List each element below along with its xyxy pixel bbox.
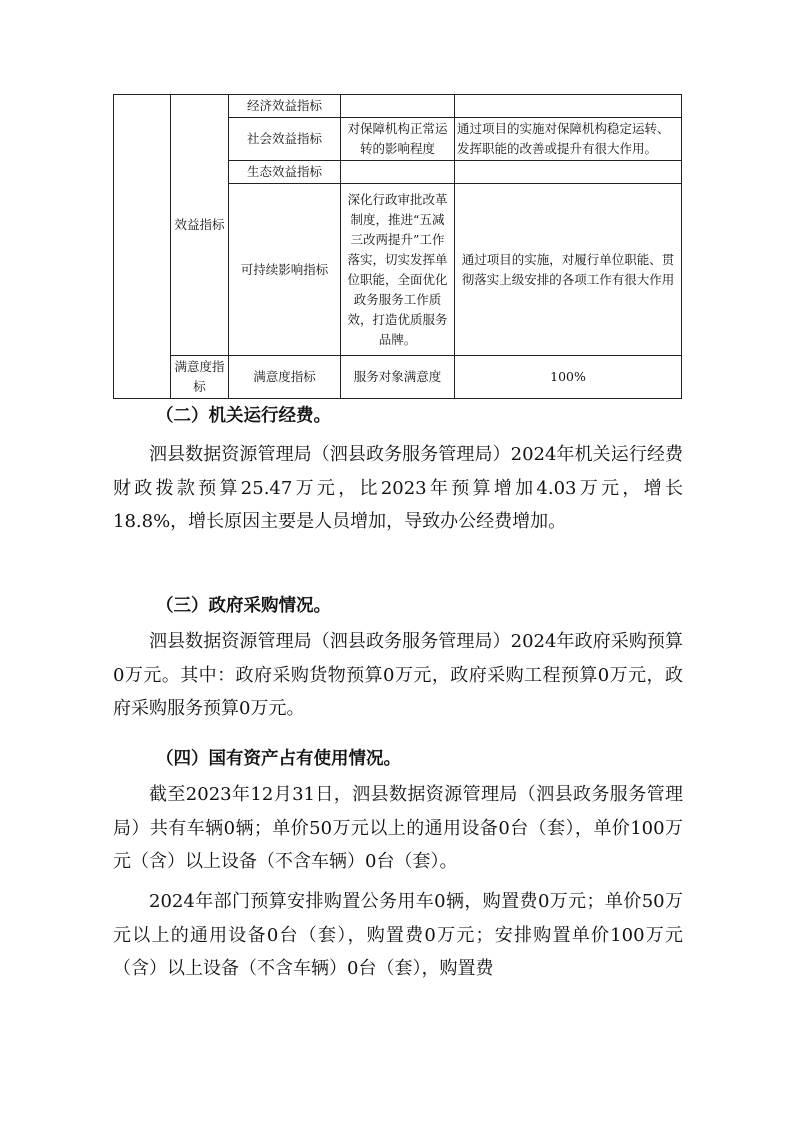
- table-cell-target: 通过项目的实施对保障机构稳定运转、发挥职能的改善或提升有很大作用。: [455, 118, 682, 161]
- table-row: [114, 356, 682, 399]
- table-cell-content: [341, 95, 455, 118]
- section-heading-procurement: （三）政府采购情况。: [156, 596, 331, 616]
- table-cell-level1: [114, 95, 171, 399]
- table-cell-level3: 社会效益指标: [229, 118, 341, 161]
- table-cell-level2-benefit: 效益指标: [171, 95, 229, 356]
- paragraph-assets-status: 截至2023年12月31日，泗县数据资源管理局（泗县政务服务管理局）共有车辆0辆；单价50万元以上的通用设备0台（套），单价100万元（含）以上设备（不含车辆）0台（套）。: [113, 784, 683, 872]
- paragraph-procurement: 泗县数据资源管理局（泗县政务服务管理局）2024年政府采购预算0万元。其中：政府采购货物预算0万元，政府采购工程预算0万元，政府采购服务预算0万元。: [113, 631, 683, 719]
- paragraph-assets-budget: 2024年部门预算安排购置公务用车0辆，购置费0万元；单价50万元以上的通用设备0台（套），购置费0万元；安排购置单价100万元（含）以上设备（不含车辆）0台（套），购置费: [113, 891, 683, 979]
- table-cell-level3: 可持续影响指标: [229, 184, 341, 356]
- paragraph-operating-funds: 泗县数据资源管理局（泗县政务服务管理局）2024年机关运行经费财政拨款预算25.47万元，比2023年预算增加4.03万元，增长18.8%，增长原因主要是人员增加，导致办公经费增加。: [113, 444, 683, 532]
- table-cell-target: 100%: [455, 356, 682, 399]
- performance-indicator-table: [113, 94, 682, 399]
- table-cell-target: [455, 161, 682, 184]
- table-cell-target: 通过项目的实施，对履行单位职能、贯彻落实上级安排的各项工作有很大作用: [455, 184, 682, 356]
- section-heading-assets: （四）国有资产占有使用情况。: [156, 749, 401, 769]
- table-cell-content: [341, 161, 455, 184]
- table-cell-level2-satisfaction: 满意度指标: [171, 356, 229, 399]
- table-cell-level3: 生态效益指标: [229, 161, 341, 184]
- table-cell-target: [455, 95, 682, 118]
- table-cell-content: 服务对象满意度: [341, 356, 455, 399]
- table-cell-content: 对保障机构正常运转的影响程度: [341, 118, 455, 161]
- section-heading-operating-funds: （二）机关运行经费。: [156, 406, 331, 426]
- table-row: [114, 95, 682, 118]
- table-cell-content: 深化行政审批改革制度，推进“五减三改两提升”工作落实，切实发挥单位职能，全面优化政务服务工作质效，打造优质服务品牌。: [341, 184, 455, 356]
- table-cell-level3: 满意度指标: [229, 356, 341, 399]
- table-cell-level3: 经济效益指标: [229, 95, 341, 118]
